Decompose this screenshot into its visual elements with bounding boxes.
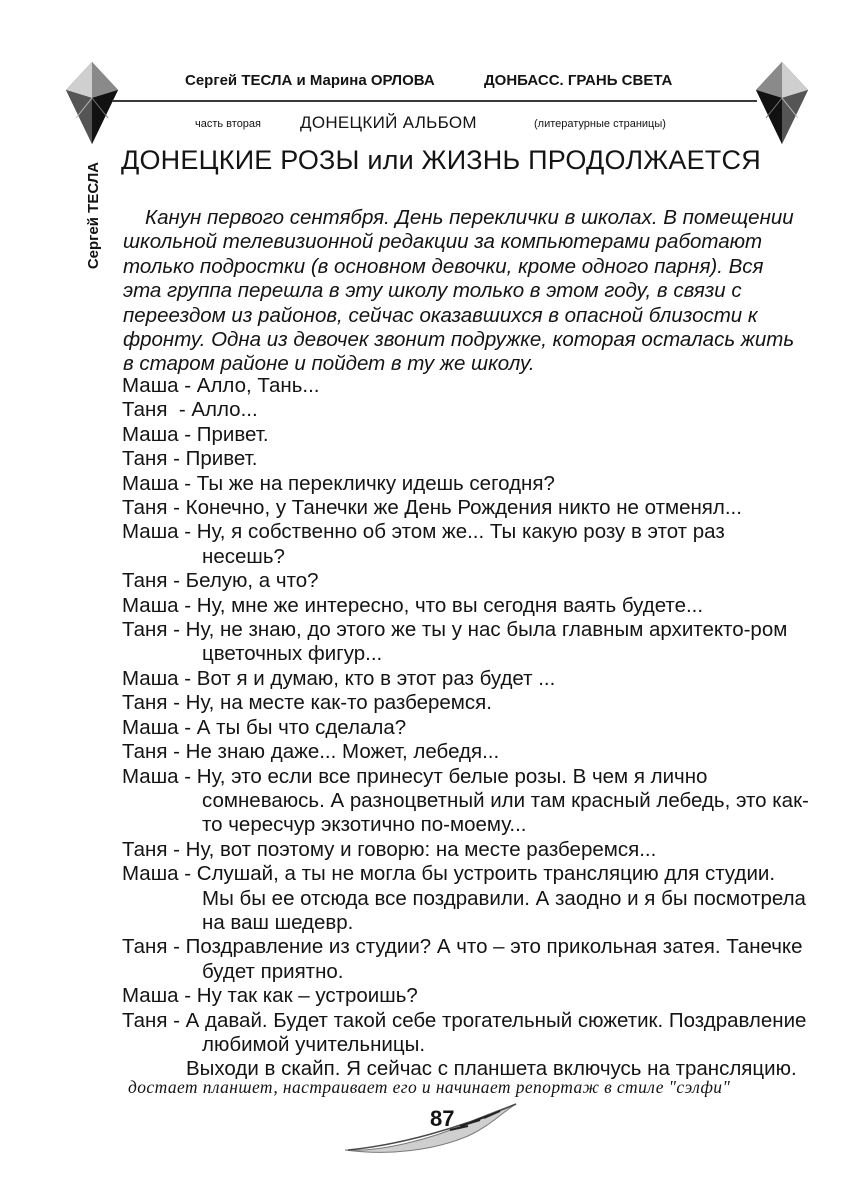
dialogue-line	[122, 472, 812, 496]
side-author-label: Сергей ТЕСЛА	[85, 161, 102, 270]
speaker: Маша -	[122, 862, 197, 886]
stage-direction: достает планшет, настраивает его и начинает репортаж в стиле "сэлфи"	[128, 1077, 731, 1097]
speaker: Маша -	[122, 764, 197, 788]
page-number: 87	[430, 1106, 455, 1131]
header-divider	[112, 100, 757, 102]
line-text: Не знаю даже... Может, лебедя...	[185, 740, 500, 764]
dialogue-line	[122, 838, 812, 862]
line-text: А ты бы что сделала?	[196, 715, 407, 739]
line-text: А давай. Будет такой себе трогательный сюжетик. Поздравление любимой учительницы.	[185, 1008, 807, 1056]
dialogue-line	[122, 740, 812, 764]
right-diamond-gem-icon	[752, 58, 812, 148]
line-text: Конечно, у Танечки же День Рождения никто не отменял...	[185, 496, 742, 520]
line-text: Ну, вот поэтому и говорю: на месте разберемся...	[185, 837, 657, 861]
dialogue-line	[122, 374, 812, 398]
speaker: Таня -	[122, 398, 192, 422]
dialogue-line	[122, 447, 812, 471]
line-text: Вот я и думаю, кто в этот раз будет ...	[196, 666, 556, 690]
speaker: Таня -	[122, 447, 186, 471]
line-text: Алло, Тань...	[196, 374, 320, 397]
dialogue-continuation: Выходи в скайп. Я сейчас с планшета включусь на трансляцию.	[186, 1057, 797, 1081]
speaker: Маша -	[122, 520, 197, 544]
header-album: ДОНЕЦКИЙ АЛЬБОМ	[300, 113, 477, 132]
line-text: Ну, на месте как-то разберемся.	[185, 691, 492, 715]
line-text: Белую, а что?	[185, 569, 319, 593]
line-text: Алло...	[191, 398, 258, 422]
speaker: Маша -	[122, 422, 197, 446]
line-text: Ну так как – устроишь?	[196, 984, 418, 1008]
speaker: Таня -	[122, 618, 186, 642]
dialogue-line	[122, 984, 812, 1008]
dialogue	[122, 374, 812, 1082]
line-text: Поздравление из студии? А что – это прикольная затея. Танечке будет приятно.	[185, 935, 803, 983]
dialogue-line	[122, 594, 812, 618]
speaker: Маша -	[122, 374, 197, 397]
line-text: Привет.	[196, 422, 269, 446]
line-text: Привет.	[185, 447, 258, 471]
speaker: Таня -	[122, 691, 186, 715]
dialogue-line	[122, 618, 812, 667]
line-text: Слушай, а ты не могла бы устроить трансляцию для студии. Мы бы ее отсюда все поздравили. А заодно и я бы посмотрела на ваш шедевр.	[196, 862, 806, 934]
dialogue-line	[122, 691, 812, 715]
speaker: Маша -	[122, 666, 197, 690]
dialogue-line	[122, 496, 812, 520]
speaker: Маша -	[122, 715, 197, 739]
speaker: Маша -	[122, 984, 197, 1008]
dialogue-line	[122, 423, 812, 447]
dialogue-line	[122, 765, 812, 838]
header-book-title: ДОНБАСС. ГРАНЬ СВЕТА	[484, 72, 673, 89]
speaker: Таня -	[122, 569, 186, 593]
dialogue-line	[122, 1009, 812, 1058]
line-text: Ну, мне же интересно, что вы сегодня ваять будете...	[196, 593, 704, 617]
speaker: Таня -	[122, 935, 186, 959]
intro-paragraph: Канун первого сентября. День переклички в школах. В помещении школьной телевизионной редакции за компьютерами работают только подростки (в основном девочки, кроме одного парня). Вся эта группа перешла в эту школу только в этом году, в связи с переездом из районов, сейчас оказавшихся в опасной близости к фронту. Одна из девочек звонит подружке, которая осталась жить в старом районе и пойдет в ту же школу.	[123, 206, 795, 376]
page-title: ДОНЕЦКИЕ РОЗЫ или ЖИЗНЬ ПРОДОЛЖАЕТСЯ	[121, 145, 761, 175]
left-diamond-gem-icon	[62, 58, 122, 148]
dialogue-line	[122, 520, 812, 569]
dialogue-line	[122, 569, 812, 593]
dialogue-line	[122, 716, 812, 740]
header-authors: Сергей ТЕСЛА и Марина ОРЛОВА	[185, 72, 435, 89]
line-text: Ну, это если все принесут белые розы. В чем я лично сомневаюсь. А разноцветный или там красный лебедь, это как-то чересчур экзотично по-моему...	[196, 764, 809, 837]
speaker: Таня -	[122, 740, 186, 764]
line-text: Ну, я собственно об этом же... Ты какую розу в этот раз несешь?	[196, 520, 725, 568]
header-part: часть вторая	[195, 118, 261, 130]
line-text: Ну, не знаю, до этого же ты у нас была главным архитекто-ром цветочных фигур...	[185, 618, 788, 666]
speaker: Таня -	[122, 496, 186, 520]
speaker: Маша -	[122, 471, 197, 495]
dialogue-line	[122, 667, 812, 691]
dialogue-line	[122, 935, 812, 984]
speaker: Таня -	[122, 1008, 186, 1032]
speaker: Маша -	[122, 593, 197, 617]
speaker: Таня -	[122, 837, 186, 861]
dialogue-line	[122, 862, 812, 935]
dialogue-line	[122, 398, 812, 422]
header-note: (литературные страницы)	[534, 118, 666, 130]
line-text: Ты же на перекличку идешь сегодня?	[196, 471, 555, 495]
